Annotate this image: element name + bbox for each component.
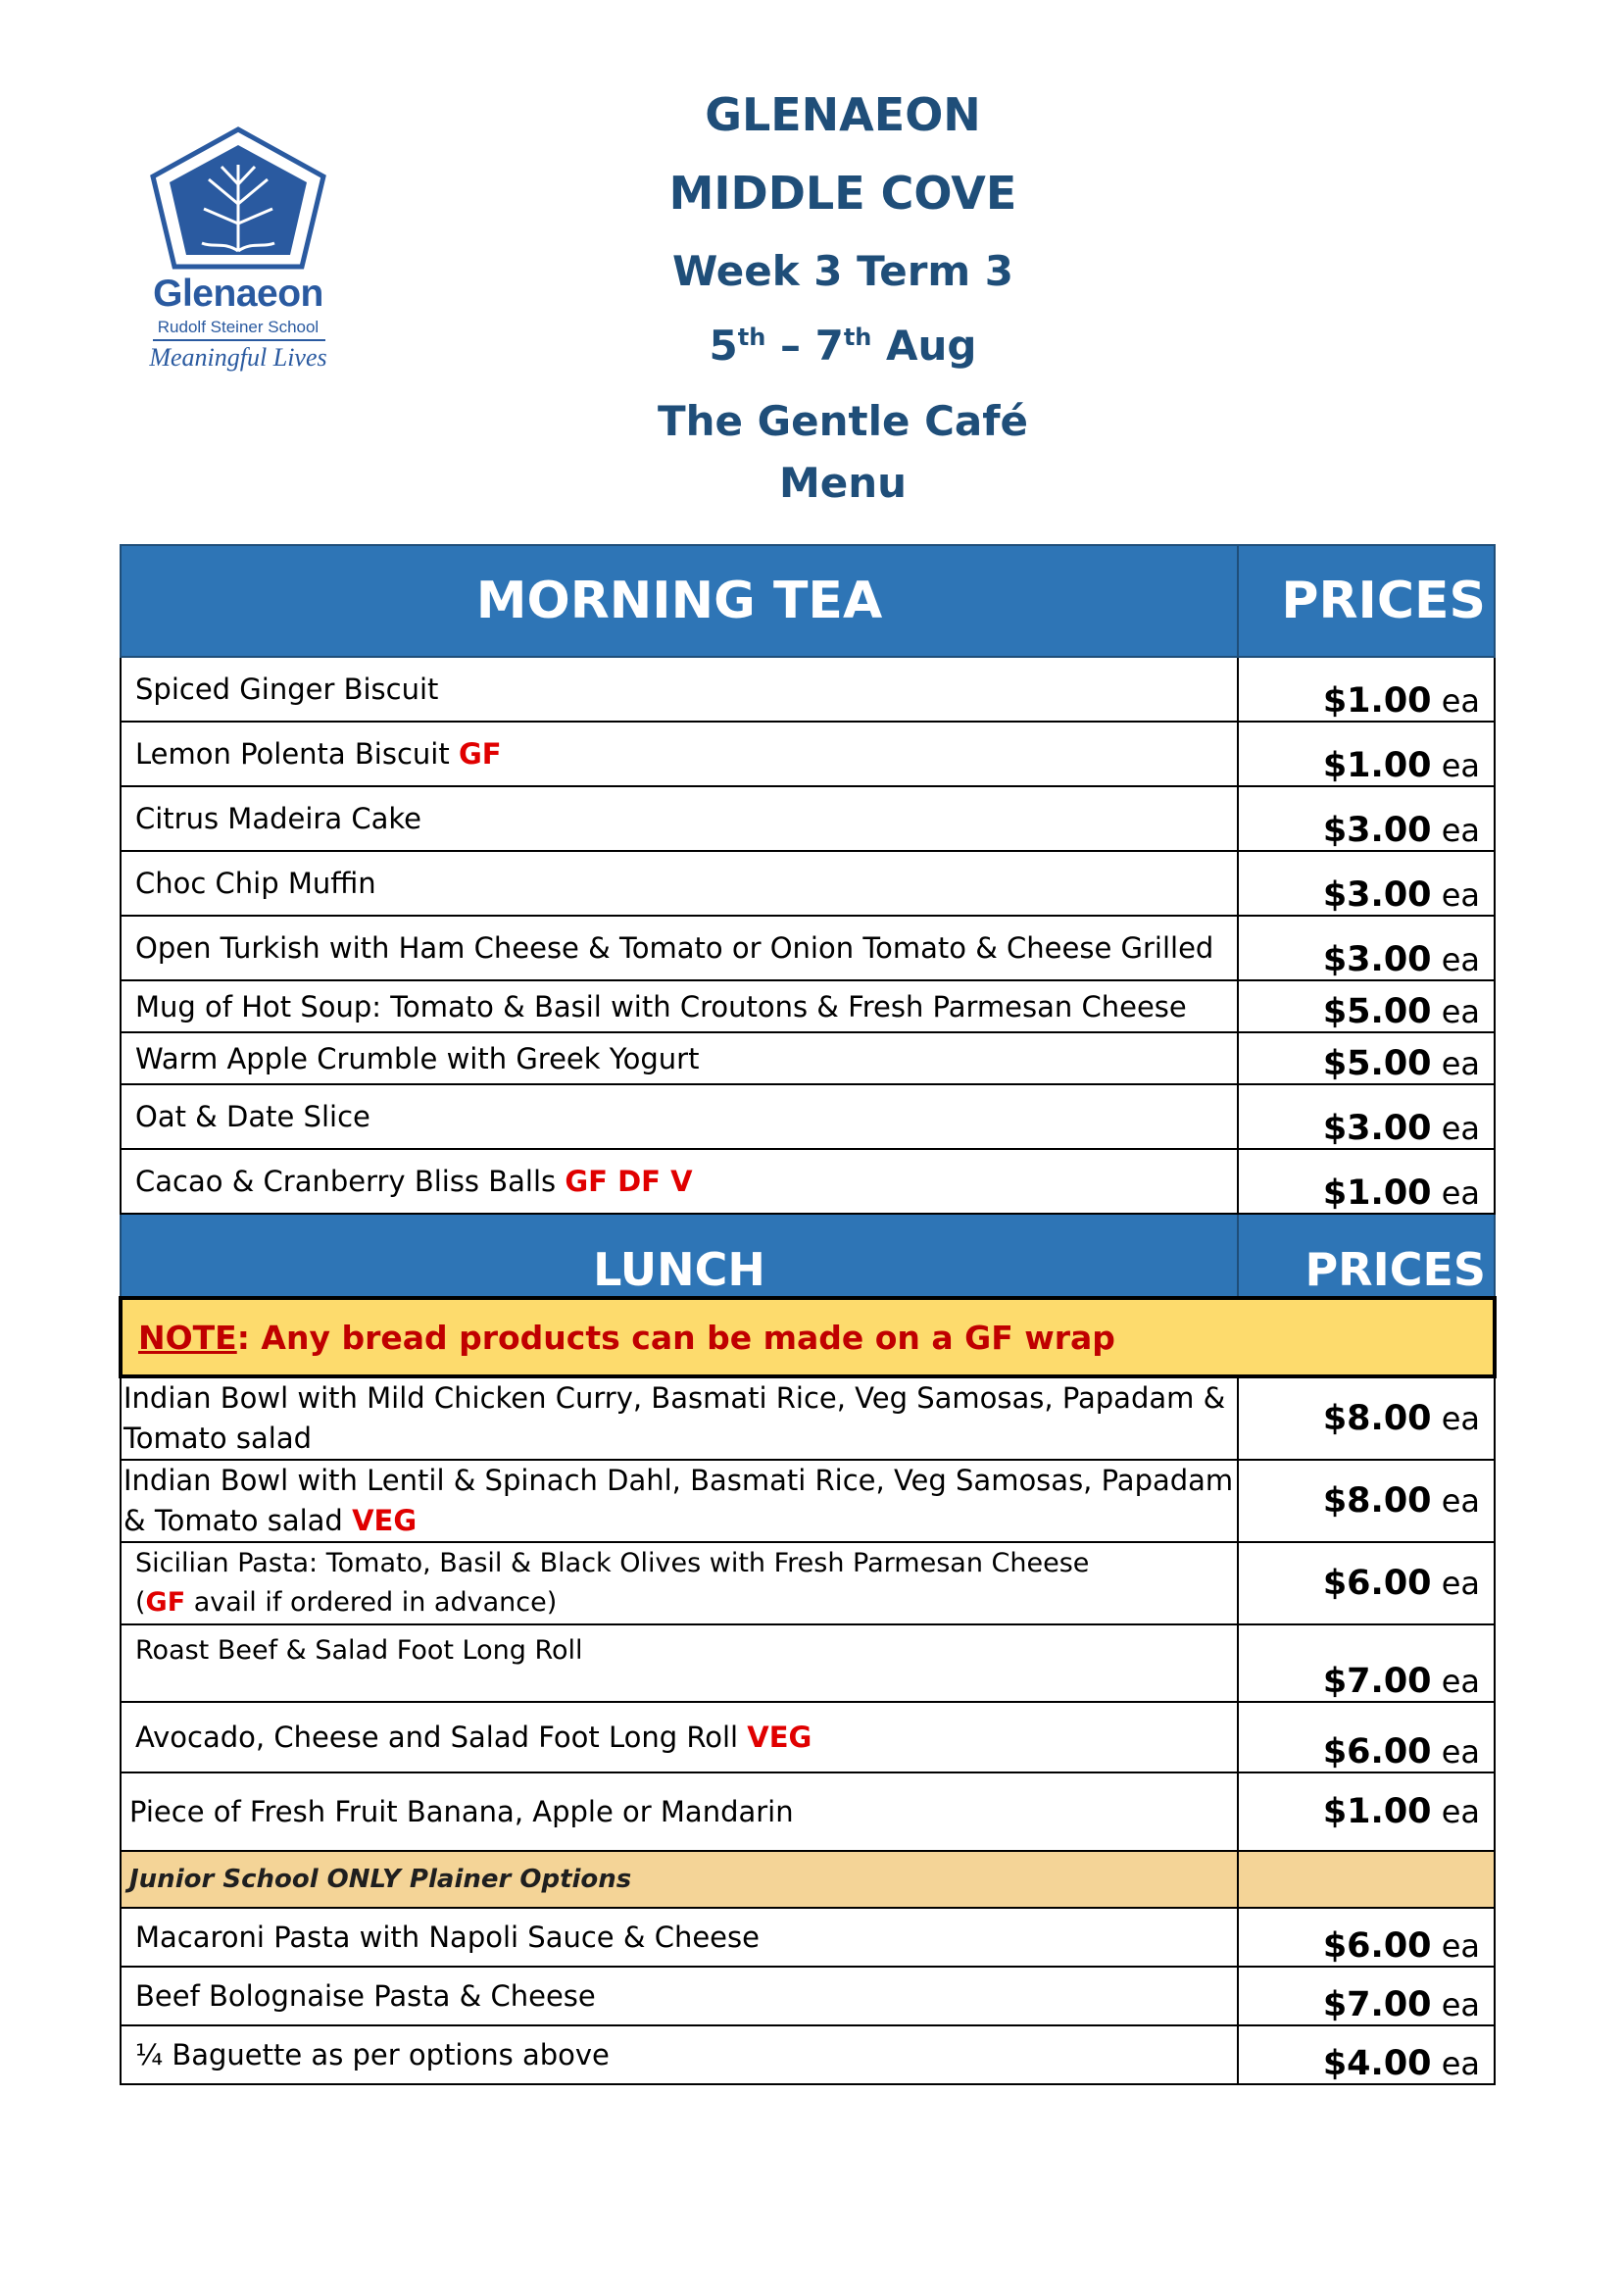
date-start-suffix: th <box>737 324 766 351</box>
item-name <box>121 657 1238 722</box>
menu-item-row <box>121 657 1495 722</box>
price-unit: ea <box>1431 1482 1480 1520</box>
date-range <box>549 322 1137 370</box>
advance-order-note: avail if ordered in advance) <box>185 1587 558 1618</box>
price-unit: ea <box>1431 1927 1480 1965</box>
item-name-text-inner: Indian Bowl with Lentil & Spinach Dahl, Basmati Rice, Veg Samosas, Papadam & Tomato salad <box>123 1464 1234 1537</box>
dietary-tag: GF DF V <box>565 1165 693 1198</box>
item-name-text: Open Turkish with Ham Cheese & Tomato or Onion Tomato & Cheese Grilled <box>135 931 1214 965</box>
item-name <box>121 1624 1238 1702</box>
price-unit: ea <box>1431 1045 1480 1082</box>
price-value: $8.00 <box>1322 1399 1432 1438</box>
date-end-suffix: th <box>843 324 872 351</box>
price-value: $3.00 <box>1322 1109 1432 1148</box>
price-unit: ea <box>1431 747 1480 784</box>
menu-item-row <box>121 1772 1495 1851</box>
logo-divider <box>153 339 325 341</box>
price-value: $1.00 <box>1322 746 1432 785</box>
price-value: $3.00 <box>1322 811 1432 850</box>
dietary-tag: GF <box>458 737 502 771</box>
item-price <box>1238 1542 1495 1624</box>
lunch-header-row <box>121 1214 1495 1298</box>
item-price <box>1238 1908 1495 1967</box>
item-name-text: Avocado, Cheese and Salad Foot Long Roll <box>135 1721 748 1754</box>
price-value: $5.00 <box>1322 1044 1432 1083</box>
junior-options-price-cell <box>1238 1851 1495 1908</box>
date-separator: – <box>765 322 815 370</box>
item-name <box>121 786 1238 851</box>
price-unit: ea <box>1431 2045 1480 2082</box>
school-logo <box>145 125 331 390</box>
item-name <box>121 1032 1238 1084</box>
menu-item-row <box>121 1032 1495 1084</box>
logo-name: Glenaeon <box>153 273 323 315</box>
menu-label: Menu <box>778 459 908 507</box>
item-name <box>121 1149 1238 1214</box>
week-label: Week 3 Term 3 <box>671 247 1014 295</box>
item-name-text: Warm Apple Crumble with Greek Yogurt <box>135 1041 700 1075</box>
note-paren: ( <box>135 1587 146 1618</box>
menu-item-row <box>121 722 1495 786</box>
junior-options-label: Junior School ONLY Plainer Options <box>121 1851 1238 1908</box>
item-price <box>1238 1032 1495 1084</box>
price-value: $4.00 <box>1322 2044 1432 2083</box>
item-price <box>1238 851 1495 916</box>
date-end: 7 <box>814 322 844 370</box>
menu-item-row <box>121 1908 1495 1967</box>
menu-item-row <box>121 1542 1495 1624</box>
item-price <box>1238 657 1495 722</box>
item-name-text: Spiced Ginger Biscuit <box>135 673 439 706</box>
price-value: $1.00 <box>1322 681 1432 721</box>
dietary-tag: GF <box>145 1587 186 1618</box>
price-unit: ea <box>1431 876 1480 914</box>
item-name <box>121 722 1238 786</box>
menu-item-row <box>121 851 1495 916</box>
price-unit: ea <box>1431 1663 1480 1700</box>
menu-item-row <box>121 786 1495 851</box>
item-price <box>1238 786 1495 851</box>
price-value: $8.00 <box>1322 1481 1432 1521</box>
item-price <box>1238 1624 1495 1702</box>
item-name-text: Macaroni Pasta with Napoli Sauce & Cheese <box>135 1921 760 1954</box>
price-value: $1.00 <box>1322 1173 1432 1213</box>
menu-item-row <box>121 1460 1495 1542</box>
price-value: $7.00 <box>1322 1985 1432 2024</box>
menu-item-row <box>121 980 1495 1032</box>
junior-options-row <box>121 1851 1495 1908</box>
price-unit: ea <box>1431 682 1480 720</box>
item-name <box>121 1702 1238 1772</box>
price-value: $6.00 <box>1322 1926 1432 1966</box>
item-price <box>1238 1460 1495 1542</box>
price-unit: ea <box>1431 941 1480 978</box>
gf-wrap-note <box>121 1298 1495 1376</box>
item-name-text: Oat & Date Slice <box>135 1100 370 1133</box>
item-name-text <box>135 1544 1237 1622</box>
price-value: $7.00 <box>1322 1662 1432 1701</box>
lunch-prices-label: PRICES <box>1238 1214 1495 1298</box>
item-name <box>121 851 1238 916</box>
item-name-text: Roast Beef & Salad Foot Long Roll <box>135 1635 583 1666</box>
item-price <box>1238 1149 1495 1214</box>
price-unit: ea <box>1431 1733 1480 1771</box>
price-value: $3.00 <box>1322 940 1432 979</box>
menu-item-row <box>121 1149 1495 1214</box>
price-unit: ea <box>1431 1400 1480 1437</box>
price-unit: ea <box>1431 1565 1480 1602</box>
date-month: Aug <box>871 322 977 370</box>
tree-in-pentagon-icon <box>145 125 331 273</box>
item-name <box>121 916 1238 980</box>
item-price <box>1238 916 1495 980</box>
price-value: $1.00 <box>1322 1792 1432 1831</box>
price-value: $3.00 <box>1322 875 1432 915</box>
item-name-text: ¼ Baguette as per options above <box>135 2038 610 2071</box>
price-unit: ea <box>1431 993 1480 1030</box>
price-value: $6.00 <box>1322 1564 1432 1603</box>
item-name-text: Lemon Polenta Biscuit <box>135 737 459 771</box>
item-price <box>1238 2025 1495 2084</box>
item-price <box>1238 1772 1495 1851</box>
menu-item-row <box>121 2025 1495 2084</box>
price-unit: ea <box>1431 1793 1480 1830</box>
item-name <box>121 1908 1238 1967</box>
morning-tea-title: MORNING TEA <box>121 545 1238 657</box>
campus-title: MIDDLE COVE <box>668 167 1017 220</box>
item-name-text: Choc Chip Muffin <box>135 867 376 900</box>
menu-item-row <box>121 916 1495 980</box>
menu-item-row <box>121 1967 1495 2025</box>
price-unit: ea <box>1431 1986 1480 2023</box>
item-name <box>121 1376 1238 1460</box>
item-name <box>121 1967 1238 2025</box>
item-name-text-inner: Indian Bowl with Mild Chicken Curry, Basmati Rice, Veg Samosas, Papadam & Tomato salad <box>123 1381 1226 1455</box>
price-unit: ea <box>1431 812 1480 849</box>
cafe-name: The Gentle Café <box>657 397 1029 445</box>
note-text: : Any bread products can be made on a GF wrap <box>236 1318 1115 1357</box>
price-unit: ea <box>1431 1110 1480 1147</box>
item-name <box>121 2025 1238 2084</box>
item-name <box>121 980 1238 1032</box>
item-name-text: Mug of Hot Soup: Tomato & Basil with Croutons & Fresh Parmesan Cheese <box>135 989 1187 1023</box>
item-name-text-inner: Sicilian Pasta: Tomato, Basil & Black Olives with Fresh Parmesan Cheese <box>135 1548 1090 1578</box>
logo-subtitle: Rudolf Steiner School <box>157 318 320 336</box>
item-name-text <box>123 1378 1237 1459</box>
item-name <box>121 1460 1238 1542</box>
item-price <box>1238 1967 1495 2025</box>
item-name-text <box>123 1461 1237 1541</box>
item-price <box>1238 722 1495 786</box>
morning-tea-prices-label: PRICES <box>1238 545 1495 657</box>
note-label: NOTE <box>138 1318 237 1357</box>
dietary-tag: VEG <box>747 1721 812 1754</box>
menu-item-row <box>121 1084 1495 1149</box>
price-value: $5.00 <box>1322 992 1432 1031</box>
lunch-title: LUNCH <box>121 1214 1238 1298</box>
item-name-text: Citrus Madeira Cake <box>135 802 421 835</box>
item-price <box>1238 1702 1495 1772</box>
item-name-text: Piece of Fresh Fruit Banana, Apple or Mandarin <box>129 1795 794 1828</box>
item-name <box>121 1772 1238 1851</box>
date-start: 5 <box>709 322 738 370</box>
price-value: $6.00 <box>1322 1732 1432 1772</box>
menu-item-row <box>121 1376 1495 1460</box>
menu-item-row <box>121 1702 1495 1772</box>
item-name <box>121 1084 1238 1149</box>
menu-table <box>119 544 1497 2085</box>
morning-tea-header-row <box>121 545 1495 657</box>
dietary-tag: VEG <box>352 1504 418 1537</box>
price-unit: ea <box>1431 1174 1480 1212</box>
item-price <box>1238 980 1495 1032</box>
logo-tagline: Meaningful Lives <box>149 343 327 372</box>
item-name <box>121 1542 1238 1624</box>
school-title: GLENAEON <box>705 88 981 141</box>
item-name-text: Cacao & Cranberry Bliss Balls <box>135 1165 566 1198</box>
item-price <box>1238 1376 1495 1460</box>
menu-item-row <box>121 1624 1495 1702</box>
note-row <box>121 1298 1495 1376</box>
item-name-text: Beef Bolognaise Pasta & Cheese <box>135 1979 596 2013</box>
item-price <box>1238 1084 1495 1149</box>
